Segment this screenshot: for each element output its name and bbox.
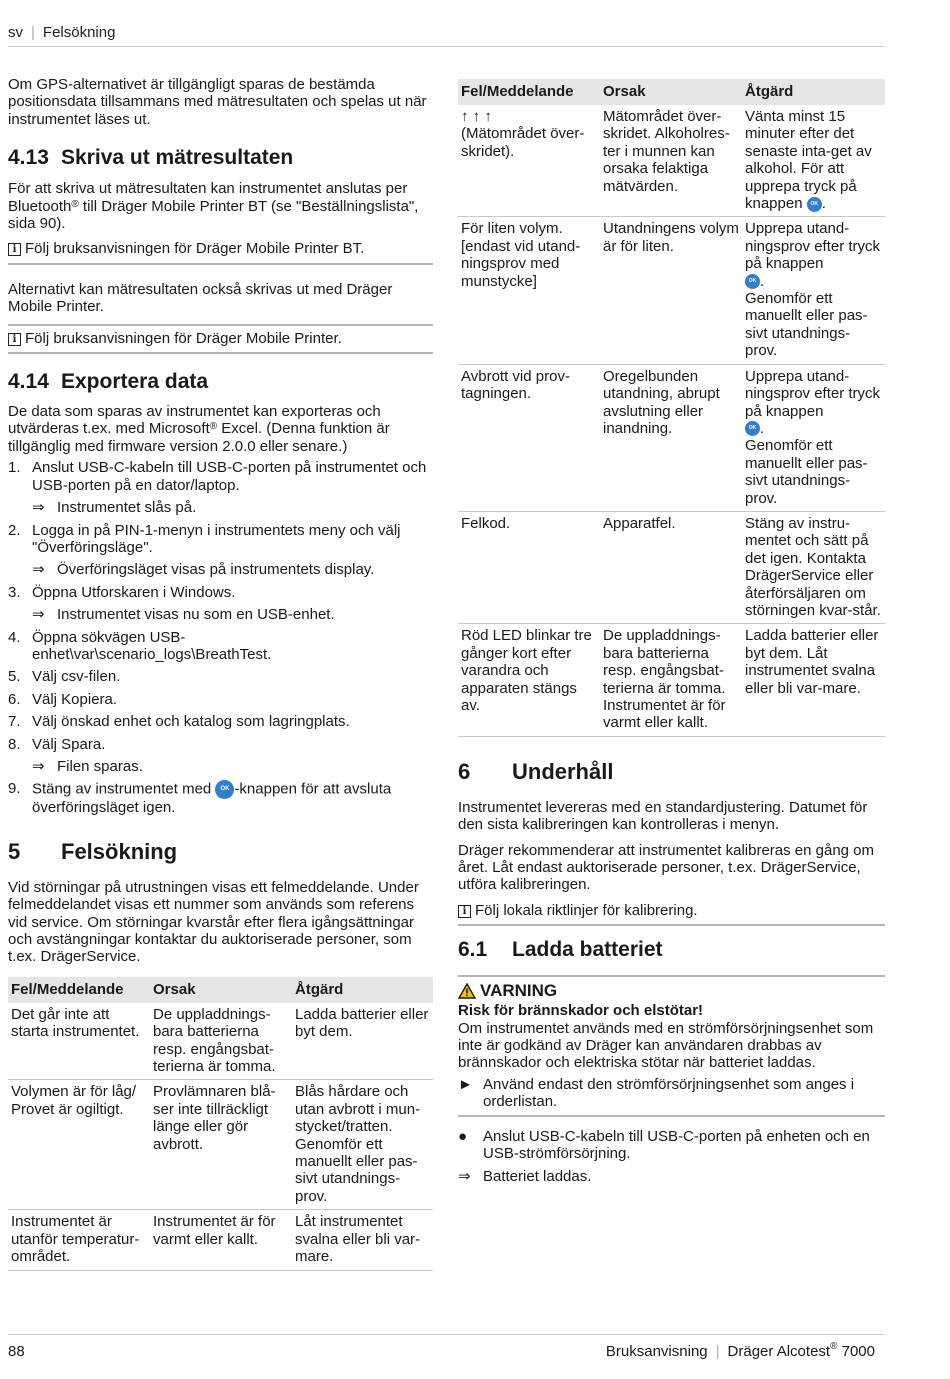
table-row [458,105,885,217]
print-paragraph [8,180,433,232]
step-item [8,780,433,816]
step-number: 9. [8,780,21,798]
heading-number: 6 [458,758,471,784]
heading-title: Felsökning [61,838,178,864]
column-header: Åtgärd [742,79,885,105]
table-cell: Avbrott vid prov-tagningen. [458,364,600,511]
heading-title: Exportera data [61,370,209,394]
export-text-b: Excel. (Denna funktion är tillgänglig med firmware version 2.0.0 eller senare.) [8,420,390,455]
heading-number: 4.14 [8,370,49,394]
print-text-b: till Dräger Mobile Printer BT (se "Beställningslista", sida 90). [8,197,419,233]
step-text: Välj önskad enhet och katalog som lagringplats. [32,713,350,731]
step-number: 1. [8,459,21,477]
table-cell [458,105,600,217]
table-row [458,364,885,511]
result-arrow-icon: ⇒ [32,499,45,517]
table-row [458,511,885,623]
table-row [458,624,885,736]
print-text-a: För att skriva ut mätresultaten kan instrumentet anslutas per Bluetooth [8,180,408,215]
footer-doc-title: Bruksanvisning [605,1343,708,1360]
cell-text: Genomför ett manuellt eller pas-sivt utandnings-prov. [745,290,868,360]
result-text: Instrumentet slås på. [57,499,197,517]
table-cell: Ladda batterier eller byt dem. [292,1003,433,1080]
warning-title-text: VARNING [480,981,558,1001]
cell-text: . [821,195,826,213]
step-text: Logga in på PIN-1-menyn i instrumentets meny och välj "Överföringsläge". [32,521,401,556]
cell-text: Upprepa utand-ningsprov efter tryck på knappen [745,367,881,420]
heading-title: Ladda batteriet [512,938,663,962]
info-text: Följ bruksanvisningen för Dräger Mobile Printer BT. [25,240,365,258]
heading-title: Underhåll [512,758,614,784]
column-header: Orsak [150,977,292,1003]
footer-title [606,1343,875,1360]
step-result [8,758,433,775]
troubleshooting-paragraph: Vid störningar på utrustningen visas ett felmeddelande. Under felmeddelandet visas ett nummer som används som referens vid service. Om störningar kvarstår efter flera igångsättningar och avstängningar kontaktar du auktoriserade personer, som t.ex. DrägerService. [8,878,419,966]
step-text: Öppna Utforskaren i Windows. [32,583,236,601]
step-number: 4. [8,628,21,646]
table-cell: Röd LED blinkar tre gånger kort efter varandra och apparaten stängs av. [458,624,600,736]
step-text: Välj Kopiera. [32,690,118,708]
troubleshooting-table-right [458,79,885,737]
step-text: Välj Spara. [32,735,106,753]
table-cell: De uppladdnings-bara batterierna resp. engångsbat-terierna är tomma. [150,1003,292,1080]
table-cell: Blås hårdare och utan avbrott i mun-stycket/tratten. Genomför ett manuellt eller pas-sivt utandnings-prov. [292,1080,433,1210]
result-arrow-icon: ⇒ [458,1167,471,1185]
step-item [8,629,433,664]
ok-button-icon: OK [745,421,760,436]
maintenance-paragraph-2: Dräger rekommenderar att instrumentet kalibreras en gång om året. Låt endast auktoriserade personer, t.ex. DrägerService, utföra kalibreringen. [458,841,875,894]
warning-action-text: Använd endast den strömförsörjningsenhet som anges i orderlistan. [483,1075,855,1111]
table-cell: Ladda batterier eller byt dem. Låt instrumentet svalna eller bli var-mare. [742,624,885,736]
ok-button-icon: OK [807,197,822,212]
cell-text: Vänta minst 15 minuter efter det senaste inta-get av alkohol. För att upprepa tryck på knappen [745,108,872,213]
step-number: 5. [8,668,21,686]
action-triangle-icon: ► [458,1075,473,1093]
table-row [8,1080,433,1210]
table-cell: Volymen är för låg/ Provet är ogiltigt. [8,1080,150,1210]
result-text: Batteriet laddas. [483,1167,592,1185]
table-cell: Instrumentet är utanför temperatur-området. [8,1210,150,1270]
step-item [8,459,433,494]
page-number: 88 [8,1343,25,1360]
table-header-row [458,79,885,105]
table-cell: Stäng av instru-mentet och sätt på det igen. Kontakta DrägerService eller återförsäljaren om störningen kvar-står. [742,511,885,623]
gps-intro: Om GPS-alternativet är tillgängligt sparas de bestämda positionsdata tillsammans med mätresultaten och spelas ut när instrumentet läses ut. [8,76,427,128]
table-cell [742,105,885,217]
column-header: Orsak [600,79,742,105]
export-steps [8,459,433,817]
step-text: Anslut USB-C-kabeln till USB-C-porten på instrumentet och USB-porten på en dator/laptop. [32,459,427,494]
header-lang: sv [8,24,23,41]
cell-text: Genomför ett manuellt eller pas-sivt utandnings-prov. [745,437,868,507]
info-text: Följ lokala riktlinjer för kalibrering. [475,901,698,919]
table-cell: Utandningens volym är för liten. [600,217,742,364]
alt-print-paragraph: Alternativt kan mätresultaten också skrivas ut med Dräger Mobile Printer. [8,280,393,316]
warning-box [458,975,885,1116]
table-cell: Oregelbunden utandning, abrupt avslutning eller inandning. [600,364,742,511]
bullet-icon: ● [458,1127,468,1145]
table-row [8,1210,433,1270]
column-header: Åtgärd [292,977,433,1003]
table-row [8,1003,433,1080]
step-result [8,606,433,623]
info-note-printer-bt [8,240,433,264]
warning-triangle-icon [458,983,476,999]
result-arrow-icon: ⇒ [32,606,45,624]
cell-text: Upprepa utand-ningsprov efter tryck på knappen [745,220,881,273]
table-cell: Felkod. [458,511,600,623]
table-row [458,217,885,364]
step-number: 7. [8,713,21,731]
step-text: Öppna sökvägen USB-enhet\var\scenario_logs\BreathTest. [32,628,272,663]
table-cell: Det går inte att starta instrumentet. [8,1003,150,1080]
registered-mark: ® [830,1341,838,1352]
ok-button-icon: OK [215,780,234,799]
table-cell: För liten volym. [endast vid utand-ningsprov med munstycke] [458,217,600,364]
column-header: Fel/Meddelande [8,977,150,1003]
heading-4-13 [8,146,433,170]
result-text: Överföringsläget visas på instrumentets display. [57,561,375,579]
info-icon: i [8,243,21,256]
table-cell: Instrumentet är för varmt eller kallt. [150,1210,292,1270]
step-item [8,691,433,708]
info-icon: i [458,905,471,918]
step-number: 2. [8,521,21,539]
left-column [8,76,433,1271]
table-cell [742,217,885,364]
info-text: Följ bruksanvisningen för Dräger Mobile Printer. [25,329,342,347]
step-result [8,499,433,516]
table-cell [742,364,885,511]
table-cell: Apparatfel. [600,511,742,623]
step-number: 6. [8,690,21,708]
result-arrow-icon: ⇒ [32,757,45,775]
step-item [8,522,433,557]
export-text-a: De data som sparas av instrumentet kan exporteras och utvärderas t.ex. med Microsoft [8,403,381,438]
ok-button-icon: OK [745,274,760,289]
registered-mark: ® [71,198,79,210]
maintenance-paragraph-1: Instrumentet levereras med en standardjustering. Datumet för den sista kalibreringen kan kontrolleras i menyn. [458,798,868,834]
page-footer [8,1334,885,1360]
table-cell: Provlämnaren blå-ser inte tillräckligt länge eller gör avbrott. [150,1080,292,1210]
table-cell: Låt instrumentet svalna eller bli var-mare. [292,1210,433,1270]
footer-product: Dräger Alcotest [727,1343,831,1360]
step-text-a: Stäng av instrumentet med [32,780,216,798]
step-item [8,668,433,685]
heading-number: 4.13 [8,146,49,170]
heading-5 [8,839,433,865]
header-section: Felsökning [42,24,116,41]
warning-subtitle: Risk för brännskador och elstötar! [458,1002,704,1020]
header-separator: | [31,24,35,41]
right-column [458,79,885,1190]
heading-4-14 [8,370,433,394]
registered-mark: ® [209,421,218,433]
result-text: Filen sparas. [57,757,143,775]
info-note-calibration [458,902,885,926]
step-item [8,584,433,601]
warning-text: Om instrumentet används med en strömförsörjningsenhet som inte är godkänd av Dräger kan användaren drabbas av brännskador och elektriska stötar när batteriet laddas. [458,1019,874,1072]
column-header: Fel/Meddelande [458,79,600,105]
info-icon: i [8,333,21,346]
warning-title [458,981,885,1001]
step-number: 3. [8,583,21,601]
cell-text: . [760,272,765,290]
heading-number: 5 [8,838,21,864]
footer-product-model: 7000 [841,1343,875,1360]
troubleshooting-table-left [8,977,433,1271]
warning-action [458,1076,885,1111]
info-note-printer [8,324,433,354]
heading-6-1 [458,938,885,962]
result-arrow-icon: ⇒ [32,561,45,579]
heading-number: 6.1 [458,938,488,962]
step-number: 8. [8,735,21,753]
cell-text: (Mätområdet över-skridet). [461,125,585,160]
table-header-row [8,977,433,1003]
export-paragraph [8,403,433,455]
step-text-b: -knappen för att avsluta överföringsläget igen. [32,780,392,817]
step-text: Välj csv-filen. [32,668,121,686]
charge-bullet [458,1128,885,1163]
heading-title: Skriva ut mätresultaten [61,146,294,170]
bullet-text: Anslut USB-C-kabeln till USB-C-porten på enheten och en USB-strömförsörjning. [483,1127,870,1163]
step-item [8,713,433,730]
footer-separator: | [715,1343,720,1360]
page-header [8,24,885,47]
up-arrows-icon: ↑ ↑ ↑ [461,108,492,125]
heading-6 [458,759,885,785]
step-result [8,561,433,578]
result-text: Instrumentet visas nu som en USB-enhet. [57,606,335,624]
step-item [8,736,433,753]
cell-text: . [760,419,765,437]
table-cell: Mätområdet över-skridet. Alkoholres-ter i munnen kan orsaka felaktiga mätvärden. [600,105,742,217]
charge-result [458,1168,885,1185]
table-cell: De uppladdnings-bara batterierna resp. engångsbat-terierna är tomma. Instrumentet är för varmt eller kallt. [600,624,742,736]
